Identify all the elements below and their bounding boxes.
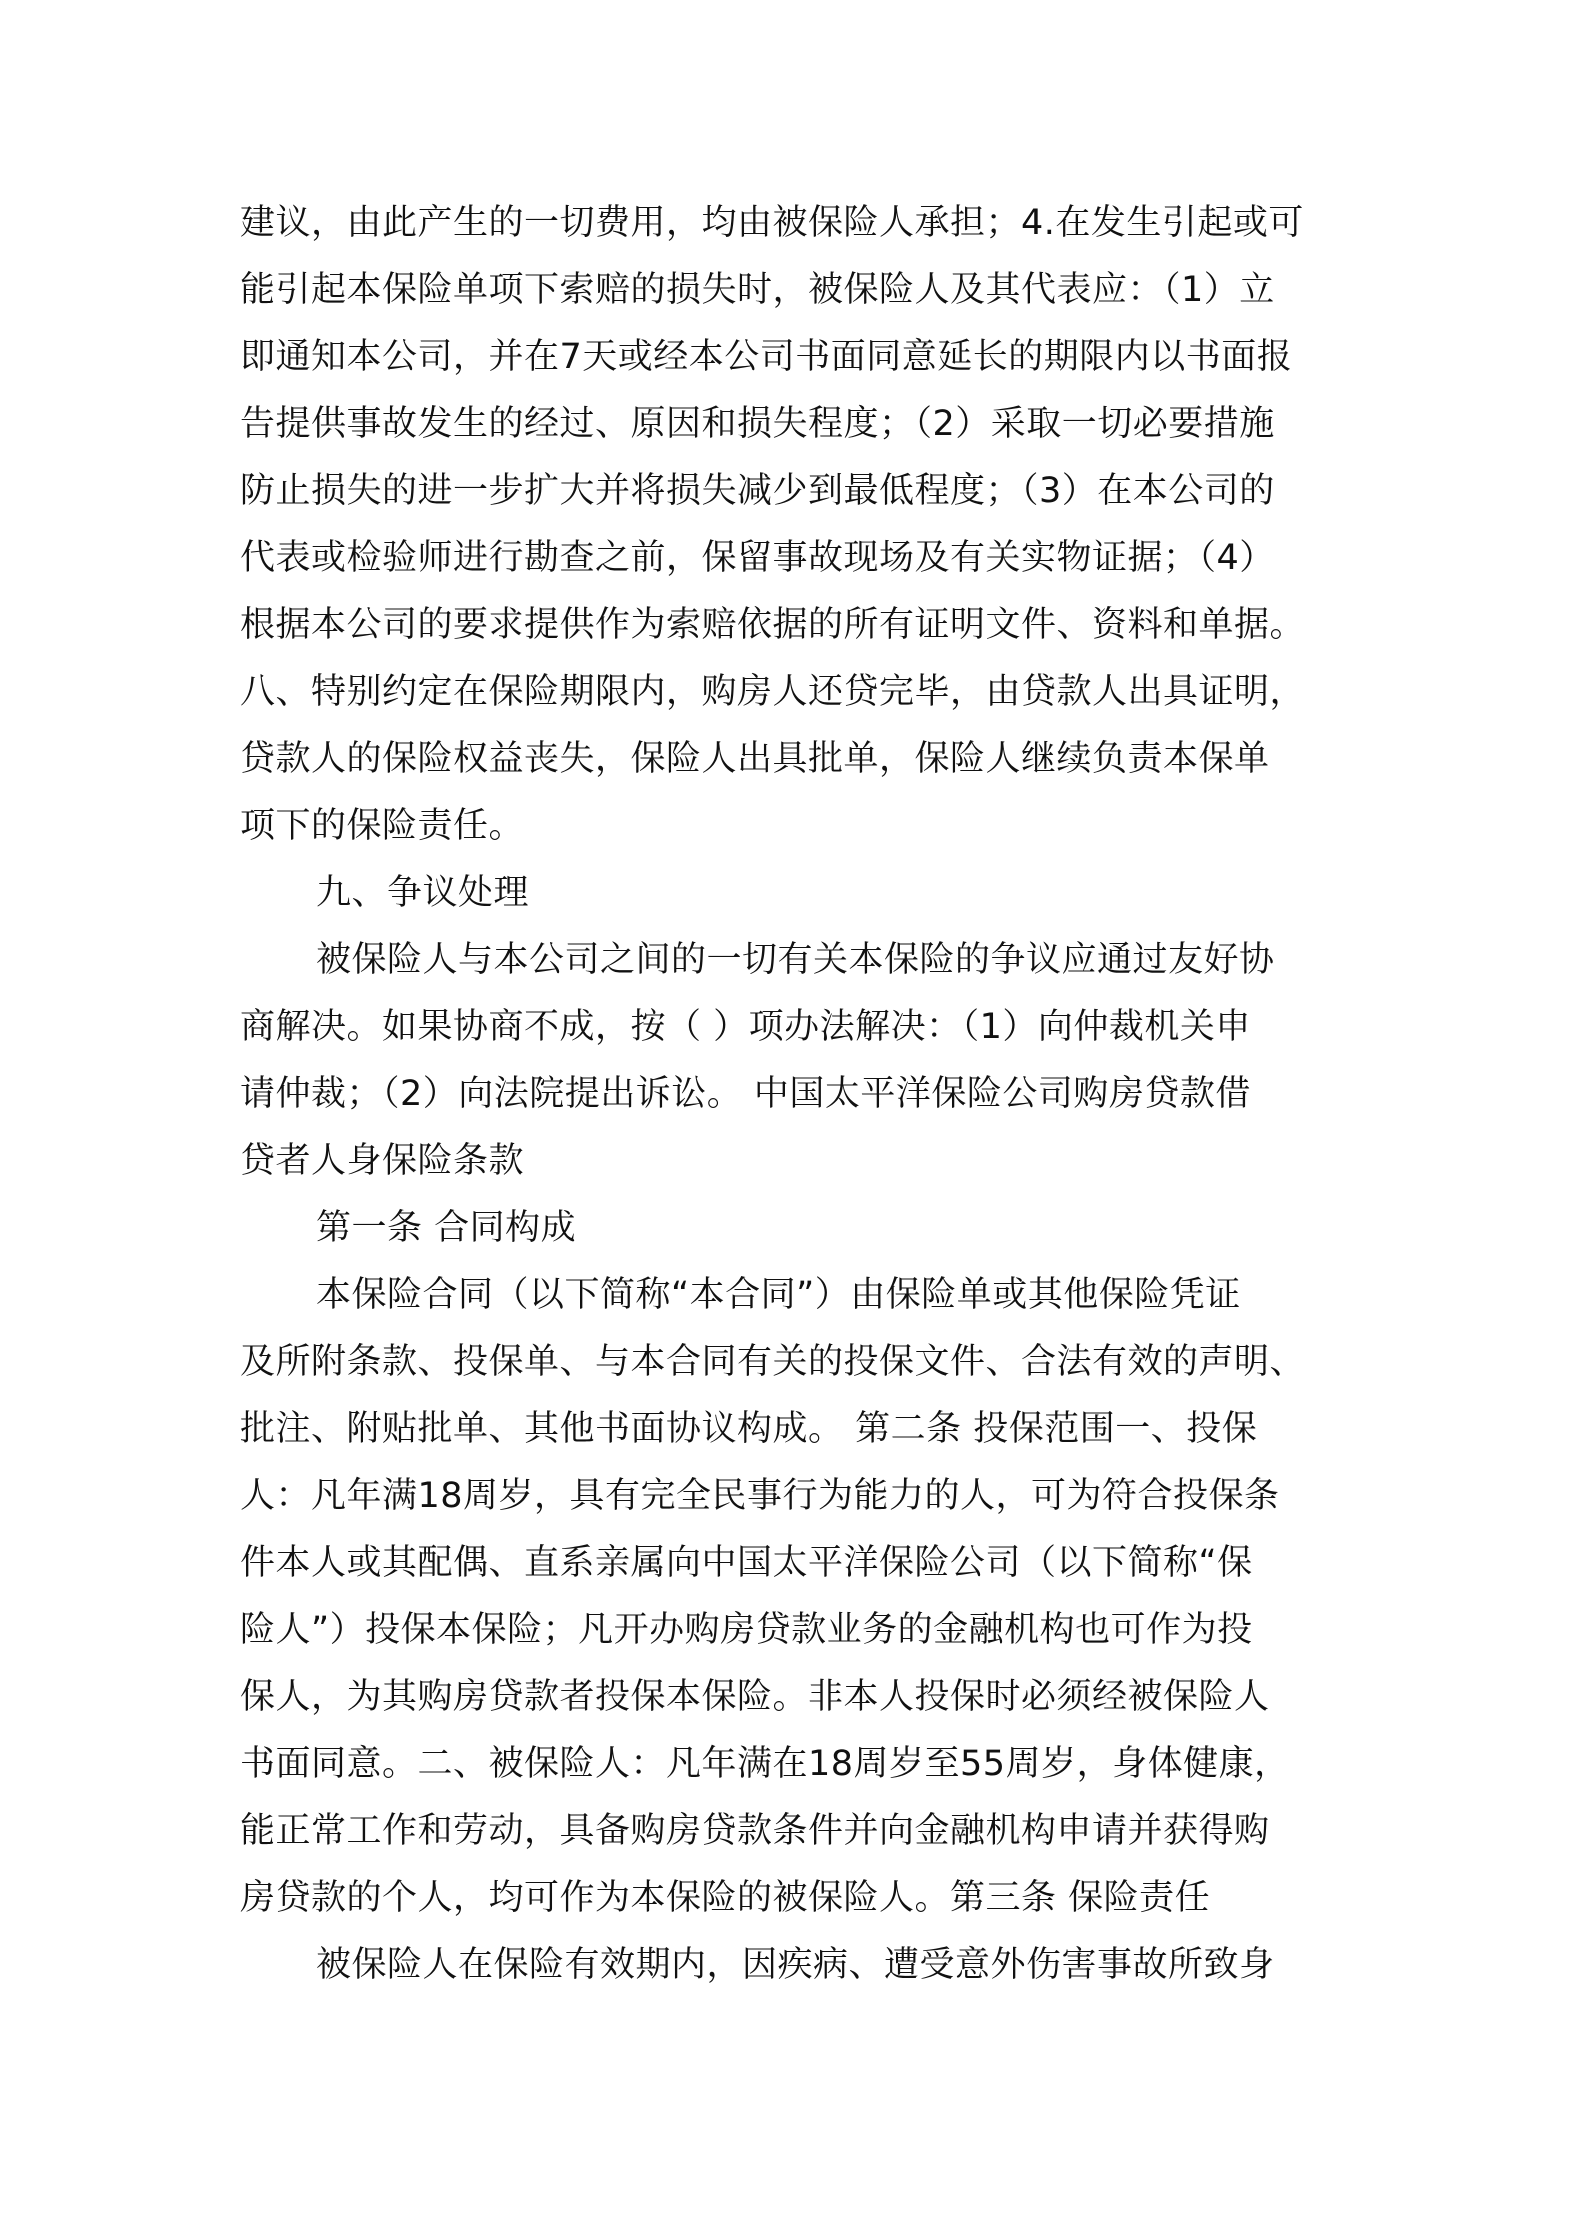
section-heading: 第一条 合同构成 xyxy=(316,1208,577,1248)
text-line: 房贷款的个人，均可作为本保险的被保险人。第三条 保险责任 xyxy=(240,1878,1211,1918)
text-line: 本保险合同（以下简称“本合同”）由保险单或其他保险凭证 xyxy=(316,1275,1241,1315)
text-line: 人：凡年满18周岁，具有完全民事行为能力的人，可为符合投保条 xyxy=(240,1476,1280,1516)
text-line: 件本人或其配偶、直系亲属向中国太平洋保险公司（以下简称“保 xyxy=(240,1543,1253,1583)
text-line: 项下的保险责任。 xyxy=(240,806,525,846)
text-line: 代表或检验师进行勘查之前，保留事故现场及有关实物证据；（4） xyxy=(240,538,1275,578)
text-line: 被保险人与本公司之间的一切有关本保险的争议应通过友好协 xyxy=(316,940,1275,980)
text-line: 能引起本保险单项下索赔的损失时，被保险人及其代表应：（1）立 xyxy=(240,270,1275,310)
text-line: 防止损失的进一步扩大并将损失减少到最低程度；（3）在本公司的 xyxy=(240,471,1275,511)
document-body xyxy=(240,190,1360,1999)
text-line: 能正常工作和劳动，具备购房贷款条件并向金融机构申请并获得购 xyxy=(240,1811,1270,1851)
text-line: 建议，由此产生的一切费用，均由被保险人承担；4.在发生引起或可 xyxy=(240,203,1304,243)
text-line: 险人”）投保本保险；凡开办购房贷款业务的金融机构也可作为投 xyxy=(240,1610,1253,1650)
text-line: 贷者人身保险条款 xyxy=(240,1141,525,1181)
section-heading: 九、争议处理 xyxy=(316,873,530,913)
text-line: 及所附条款、投保单、与本合同有关的投保文件、合法有效的声明、 xyxy=(240,1342,1306,1382)
text-line: 商解决。如果协商不成，按（ ）项办法解决：（1）向仲裁机关申 xyxy=(240,1007,1251,1047)
text-line: 保人，为其购房贷款者投保本保险。非本人投保时必须经被保险人 xyxy=(240,1677,1270,1717)
text-line: 八、特别约定在保险期限内，购房人还贷完毕，由贷款人出具证明， xyxy=(240,672,1306,712)
text-line: 被保险人在保险有效期内，因疾病、遭受意外伤害事故所致身 xyxy=(316,1945,1275,1985)
text-line: 告提供事故发生的经过、原因和损失程度；（2）采取一切必要措施 xyxy=(240,404,1275,444)
text-line: 根据本公司的要求提供作为索赔依据的所有证明文件、资料和单据。 xyxy=(240,605,1306,645)
text-line: 批注、附贴批单、其他书面协议构成。 第二条 投保范围一、投保 xyxy=(240,1409,1258,1449)
text-line: 请仲裁；（2）向法院提出诉讼。 中国太平洋保险公司购房贷款借 xyxy=(240,1074,1251,1114)
text-line: 即通知本公司，并在7天或经本公司书面同意延长的期限内以书面报 xyxy=(240,337,1293,377)
text-line: 书面同意。二、被保险人：凡年满在18周岁至55周岁，身体健康， xyxy=(240,1744,1290,1784)
text-line: 贷款人的保险权益丧失，保险人出具批单，保险人继续负责本保单 xyxy=(240,739,1270,779)
